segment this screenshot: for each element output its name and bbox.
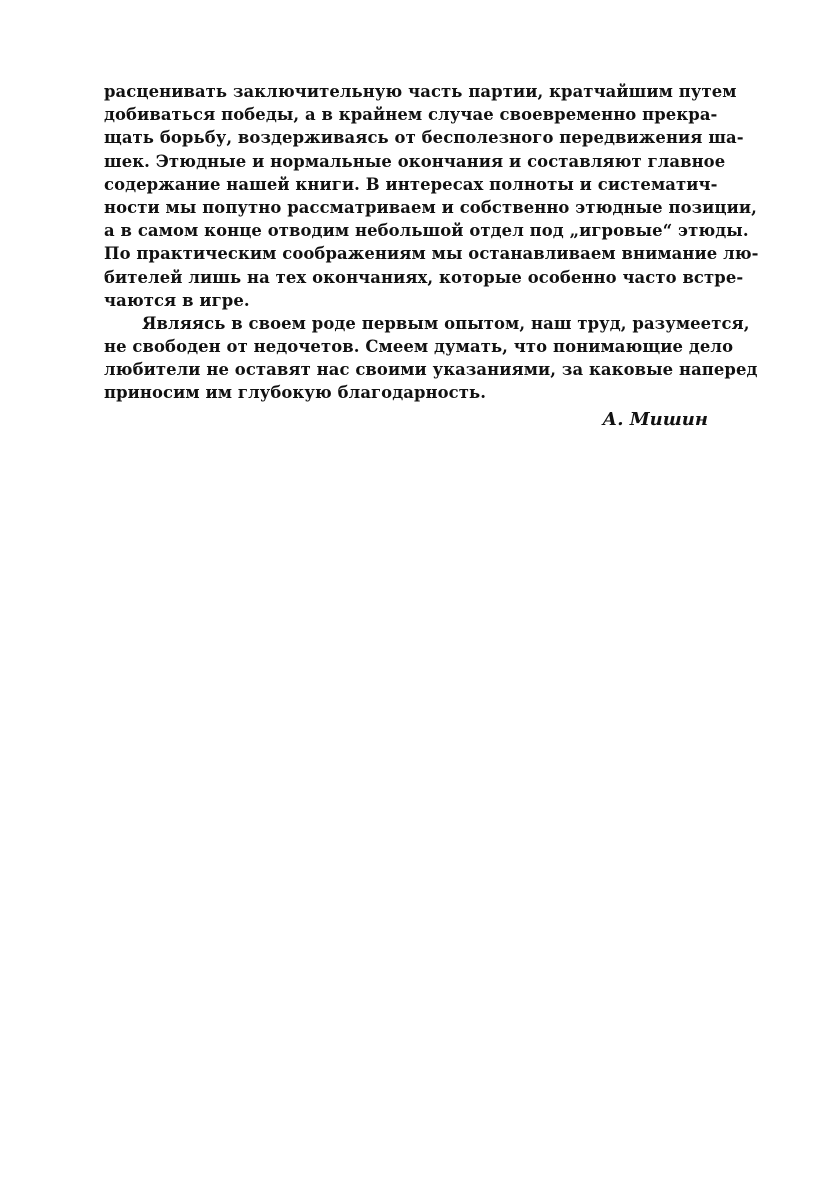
- text-line: любители не оставят нас своими указаниями, за каковые наперед: [104, 360, 758, 380]
- paragraph-1: [104, 80, 759, 312]
- text-line: а в самом конце отводим небольшой отдел под „игровые“ этюды.: [104, 221, 749, 241]
- text-line: шек. Этюдные и нормальные окончания и составляют главное: [104, 151, 726, 171]
- text-line: Являясь в своем роде первым опытом, наш труд, разумеется,: [142, 313, 750, 333]
- paragraph-2: [104, 312, 758, 405]
- text-line: чаются в игре.: [104, 290, 250, 310]
- text-line: расценивать заключительную часть партии, кратчайшим путем: [104, 82, 737, 101]
- text-block: [104, 80, 759, 433]
- author-signature: А. Мишин: [602, 408, 708, 430]
- text-line: добиваться победы, а в крайнем случае своевременно прекра-: [104, 105, 718, 125]
- text-line: бителей лишь на тех окончаниях, которые особенно часто встре-: [104, 267, 744, 287]
- text-line: содержание нашей книги. В интересах полноты и систематич-: [104, 174, 718, 194]
- text-line: не свободен от недочетов. Смеем думать, что понимающие дело: [104, 337, 734, 357]
- text-line: щать борьбу, воздерживаясь от бесполезного передвижения ша-: [104, 128, 744, 148]
- text-line: По практическим соображениям мы останавливаем внимание лю-: [104, 244, 759, 264]
- text-line: ности мы попутно рассматриваем и собственно этюдные позиции,: [104, 197, 757, 217]
- text-line: приносим им глубокую благодарность.: [104, 383, 487, 403]
